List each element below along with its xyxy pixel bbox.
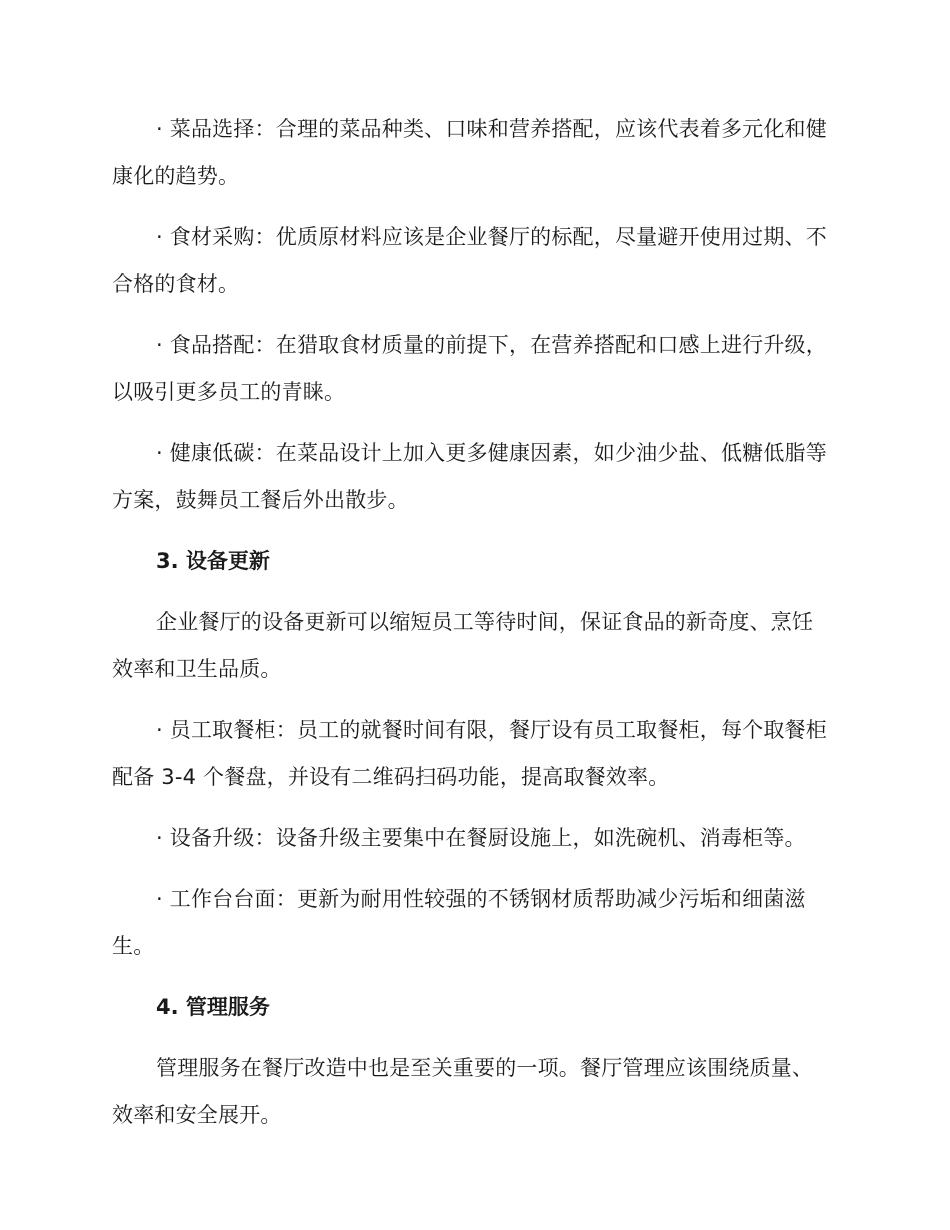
bullet-healthy-low-carbon: · 健康低碳：在菜品设计上加入更多健康因素，如少油少盐、低糖低脂等方案，鼓舞员工餐后外出散步。	[112, 441, 827, 512]
bullet-food-pairing: · 食品搭配：在猎取食材质量的前提下，在营养搭配和口感上进行升级，以吸引更多员工的青睐。	[112, 333, 827, 404]
bullet-work-countertop: · 工作台台面：更新为耐用性较强的不锈钢材质帮助减少污垢和细菌滋生。	[112, 887, 806, 958]
bullet-equipment-upgrade: · 设备升级：设备升级主要集中在餐厨设施上，如洗碗机、消毒柜等。	[156, 826, 806, 850]
section-heading-equipment: 3. 设备更新	[156, 549, 270, 573]
bullet-dish-selection: · 菜品选择：合理的菜品种类、口味和营养搭配，应该代表着多元化和健康化的趋势。	[112, 117, 827, 188]
section-intro-equipment: 企业餐厅的设备更新可以缩短员工等待时间，保证食品的新奇度、烹饪效率和卫生品质。	[112, 610, 814, 681]
section-heading-management: 4. 管理服务	[156, 995, 270, 1019]
bullet-meal-pickup-cabinet: · 员工取餐柜：员工的就餐时间有限，餐厅设有员工取餐柜，每个取餐柜配备 3-4 个餐盘，并设有二维码扫码功能，提高取餐效率。	[112, 718, 827, 789]
document-body	[112, 106, 832, 1153]
bullet-ingredient-purchase: · 食材采购：优质原材料应该是企业餐厅的标配，尽量避开使用过期、不合格的食材。	[112, 225, 827, 296]
section-intro-management: 管理服务在餐厅改造中也是至关重要的一项。餐厅管理应该围绕质量、效率和安全展开。	[112, 1056, 814, 1127]
